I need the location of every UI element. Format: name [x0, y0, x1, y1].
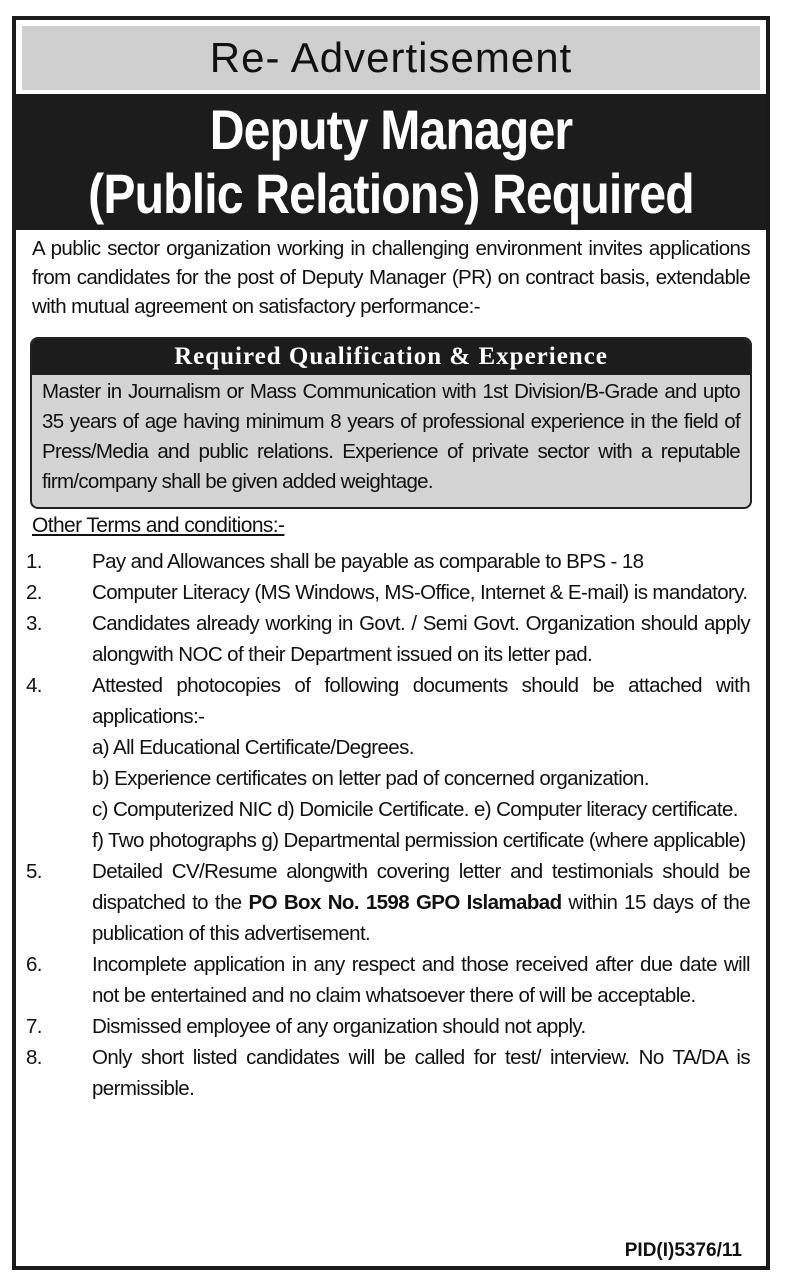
item-text: [92, 856, 750, 949]
item-text: Pay and Allowances shall be payable as comparable to BPS - 18: [92, 550, 644, 573]
item-text-part: Detailed CV/Resume alongwith covering letter and testimonials should be dispatched to the: [92, 860, 750, 914]
title-banner: [16, 94, 766, 230]
title-line-2: (Public Relations) Required: [88, 162, 694, 225]
re-advertisement-banner: Re- Advertisement: [22, 26, 760, 90]
list-item: [26, 1042, 750, 1104]
sub-item: b) Experience certificates on letter pad of concerned organization.: [92, 767, 649, 790]
sub-item: f) Two photographs g) Departmental permission certificate (where applicable): [92, 829, 746, 852]
item-number: 5.: [26, 860, 42, 883]
list-item: [26, 856, 750, 949]
item-text: Dismissed employee of any organization should not apply.: [92, 1015, 586, 1038]
qualification-box: [30, 337, 752, 509]
item-text: Attested photocopies of following documents should be attached with applications:-: [92, 674, 750, 728]
item-text: Incomplete application in any respect and those received after due date will not be entertained and no claim whatsoever there of will be acceptable.: [92, 953, 750, 1007]
po-box-address: PO Box No. 1598 GPO Islamabad: [248, 891, 562, 914]
item-text: Candidates already working in Govt. / Semi Govt. Organization should apply alongwith NOC of their Department issued on its letter pad.: [92, 612, 750, 666]
terms-list: [26, 546, 750, 1104]
title-line-1: Deputy Manager: [209, 98, 573, 161]
qualification-text: Master in Journalism or Mass Communication with 1st Division/B-Grade and upto 35 years of age having minimum 8 years of professional experience in the field of Press/Media and public relations. Experience of private sector with a reputable firm/company shall be given added weightage.: [42, 380, 740, 493]
intro-paragraph: A public sector organization working in challenging environment invites applications from candidates for the post of Deputy Manager (PR) on contract basis, extendable with mutual agreement on satisfactory performance:-: [32, 237, 750, 318]
terms-title: Other Terms and conditions:-: [32, 514, 285, 537]
item-text: Only short listed candidates will be called for test/ interview. No TA/DA is permissible.: [92, 1046, 750, 1100]
list-item: [26, 1011, 750, 1042]
sub-item: c) Computerized NIC d) Domicile Certificate. e) Computer literacy certificate.: [92, 798, 738, 821]
list-item: [26, 608, 750, 670]
pid-number: PID(I)5376/11: [624, 1240, 742, 1261]
item-number: 2.: [26, 581, 42, 604]
item-number: 1.: [26, 550, 42, 573]
list-item: [26, 949, 750, 1011]
item-number: 4.: [26, 674, 42, 697]
advertisement: [12, 16, 770, 1270]
item-text: Computer Literacy (MS Windows, MS-Office, Internet & E-mail) is mandatory.: [92, 581, 748, 604]
item-number: 3.: [26, 612, 42, 635]
item-number: 8.: [26, 1046, 42, 1069]
list-item: [26, 577, 750, 608]
qualification-heading: Required Qualification & Experience: [32, 339, 750, 375]
item-number: 7.: [26, 1015, 42, 1038]
list-item: [26, 546, 750, 577]
list-item: [26, 670, 750, 856]
item-number: 6.: [26, 953, 42, 976]
sub-item: a) All Educational Certificate/Degrees.: [92, 736, 414, 759]
item-body: [92, 670, 750, 856]
item-text-part: within 15 days of the publication of this advertisement.: [92, 891, 751, 945]
